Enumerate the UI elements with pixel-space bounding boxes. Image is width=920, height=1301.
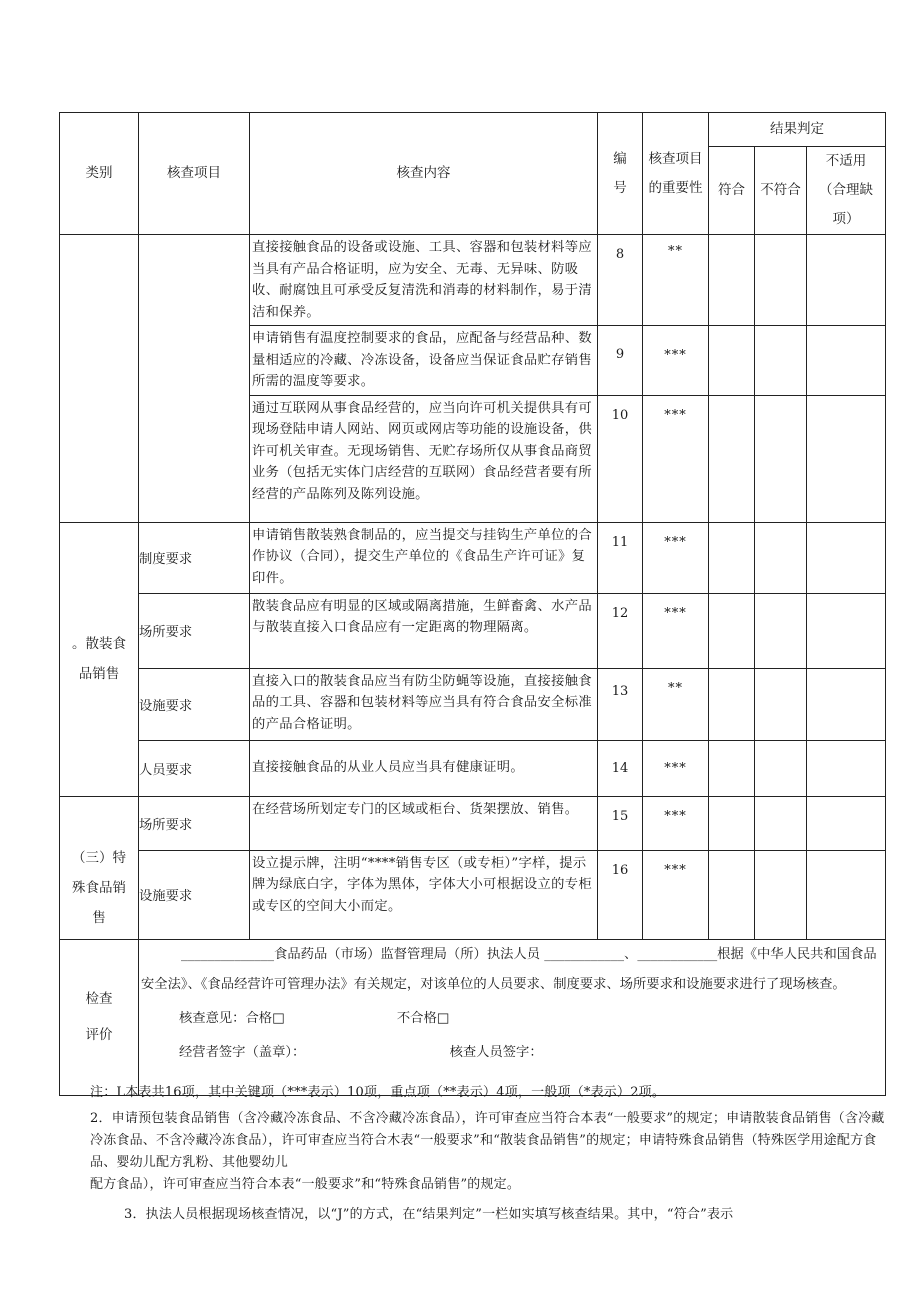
evaluation-body: ______________食品药品（市场）监督管理局（所）执法人员 ____________、____________根据《中华人民共和国食品安全法》、《食品经营许可管理办法》有关规定，对该单位的人员要求、制度要求、场所要求和设施要求进行了现场核查。 核查意见：合格□ 不合格□ 经营者签字（盖章）： 核查人员签字： [139, 939, 886, 1095]
number-13: 13 [598, 668, 643, 740]
item-premises: 场所要求 [139, 593, 250, 668]
result-conform[interactable] [709, 740, 755, 796]
note-2-cont: 配方食品），许可审查应当符合本表“一般要求”和“特殊食品销售”的规定。 [90, 1177, 521, 1192]
header-number: 编 号 [598, 113, 643, 235]
content-9: 申请销售有温度控制要求的食品，应配备与经营品种、数量相适应的冷藏、冷冻设备，设备应当保证食品贮存销售所需的温度等要求。 [250, 326, 598, 396]
result-na[interactable] [807, 740, 886, 796]
importance-9: *** [643, 326, 709, 396]
number-16: 16 [598, 850, 643, 939]
category-continued [60, 235, 139, 523]
result-not-conform[interactable] [755, 522, 807, 593]
opinion-label: 核查意见： [179, 1010, 246, 1026]
number-11: 11 [598, 522, 643, 593]
note-3: 3．执法人员根据现场核查情况，以“J”的方式，在“结果判定”一栏如实填写核查结果。其中，“符合”表示 [124, 1207, 734, 1222]
header-not-conform: 不符合 [755, 147, 807, 235]
evaluation-label: 检查 评价 [60, 939, 139, 1095]
result-na[interactable] [807, 593, 886, 668]
blank-officer-2[interactable]: ____________ [637, 946, 718, 962]
header-not-applicable: 不适用 （合理缺 项） [807, 147, 886, 235]
result-na[interactable] [807, 326, 886, 396]
content-8: 直接接触食品的设备或设施、工具、容器和包装材料等应当具有产品合格证明，应为安全、无毒、无异味、防吸收、耐腐蚀且可承受反复清洗和消毒的材料制作，易于清洁和保养。 [250, 235, 598, 326]
note-1: 注：L本表共16项，其中关键项（***表示）10项，重点项（**表示）4项，一般项（*表示）2项。 [90, 1085, 666, 1100]
content-13: 直接入口的散装食品应当有防尘防蝇等设施，直接接触食品的工具、容器和包装材料等应当具有符合食品安全标准的产品合格证明。 [250, 668, 598, 740]
category-special: （三）特 殊食品销 售 [60, 796, 139, 939]
importance-14: *** [643, 740, 709, 796]
content-11: 申请销售散装熟食制品的，应当提交与挂钩生产单位的合作协议（合同），提交生产单位的《食品生产许可证》复印件。 [250, 522, 598, 593]
result-na[interactable] [807, 395, 886, 522]
result-na[interactable] [807, 796, 886, 850]
header-conform: 符合 [709, 147, 755, 235]
result-conform[interactable] [709, 796, 755, 850]
importance-8: ** [643, 235, 709, 326]
result-conform[interactable] [709, 850, 755, 939]
header-content: 核查内容 [250, 113, 598, 235]
result-na[interactable] [807, 522, 886, 593]
result-not-conform[interactable] [755, 796, 807, 850]
number-9: 9 [598, 326, 643, 396]
result-not-conform[interactable] [755, 850, 807, 939]
notes [90, 1082, 885, 1226]
item-system: 制度要求 [139, 522, 250, 593]
result-na[interactable] [807, 668, 886, 740]
content-10: 通过互联网从事食品经营的，应当向许可机关提供具有可现场登陆申请人网站、网页或网店等功能的设施设备，供许可机关审查。无现场销售、无贮存场所仅从事食品商贸业务（包括无实体门店经营的互联网）食品经营者要有所经营的产品陈列及陈列设施。 [250, 395, 598, 522]
result-conform[interactable] [709, 593, 755, 668]
result-na[interactable] [807, 850, 886, 939]
item-facilities-special: 设施要求 [139, 850, 250, 939]
number-10: 10 [598, 395, 643, 522]
result-not-conform[interactable] [755, 740, 807, 796]
content-15: 在经营场所划定专门的区域或柜台、货架摆放、销售。 [250, 796, 598, 850]
content-16: 设立提示牌，注明“****销售专区（或专柜）”字样，提示牌为绿底白字，字体为黑体，字体大小可根据设立的专柜或专区的空间大小而定。 [250, 850, 598, 939]
item-personnel: 人员要求 [139, 740, 250, 796]
importance-16: *** [643, 850, 709, 939]
header-result: 结果判定 [709, 113, 886, 147]
operator-signature[interactable]: 经营者签字（盖章）： [179, 1044, 306, 1060]
result-na[interactable] [807, 235, 886, 326]
importance-10: *** [643, 395, 709, 522]
result-not-conform[interactable] [755, 235, 807, 326]
content-12: 散装食品应有明显的区域或隔离措施，生鲜畜禽、水产品与散装直接入口食品应有一定距离的物理隔离。 [250, 593, 598, 668]
importance-13: ** [643, 668, 709, 740]
result-not-conform[interactable] [755, 326, 807, 396]
item-facilities: 设施要求 [139, 668, 250, 740]
number-12: 12 [598, 593, 643, 668]
result-conform[interactable] [709, 395, 755, 522]
result-not-conform[interactable] [755, 395, 807, 522]
header-category: 类别 [60, 113, 139, 235]
number-15: 15 [598, 796, 643, 850]
pass-checkbox[interactable]: 合格□ [245, 1010, 285, 1026]
statement: 根据《中华人民共和国食品安全法》、《食品经营许可管理办法》有关规定，对该单位的人员要求、制度要求、场所要求和设施要求进行了现场核查。 [141, 946, 877, 992]
result-not-conform[interactable] [755, 593, 807, 668]
result-conform[interactable] [709, 235, 755, 326]
category-bulk: 。散装食 品销售 [60, 522, 139, 796]
agency-text: 食品药品（市场）监督管理局（所）执法人员 [274, 946, 541, 962]
note-2: 2．申请预包装食品销售（含冷藏冷冻食品、不含冷藏冷冻食品），许可审查应当符合本表“一般要求”的规定；申请散装食品销售（含冷藏冷冻食品、不含冷藏冷冻食品），许可审查应当符合木表“一般要求”和“散装食品销售”的规定；申请特殊食品销售（特殊医学用途配方食品、婴幼儿配方乳粉、其他婴幼儿 [90, 1111, 885, 1170]
result-conform[interactable] [709, 668, 755, 740]
header-item: 核查项目 [139, 113, 250, 235]
fail-checkbox[interactable]: 不合格□ [396, 1010, 450, 1026]
importance-11: *** [643, 522, 709, 593]
result-not-conform[interactable] [755, 668, 807, 740]
result-conform[interactable] [709, 522, 755, 593]
inspection-table [59, 112, 886, 1096]
item-premises-special: 场所要求 [139, 796, 250, 850]
inspector-signature[interactable]: 核查人员签字： [449, 1044, 543, 1060]
importance-12: *** [643, 593, 709, 668]
blank-agency[interactable]: ______________ [181, 946, 275, 962]
blank-officer-1[interactable]: ____________ [544, 946, 625, 962]
header-importance: 核查项目 的重要性 [643, 113, 709, 235]
content-14: 直接接触食品的从业人员应当具有健康证明。 [250, 740, 598, 796]
number-14: 14 [598, 740, 643, 796]
item-continued [139, 235, 250, 523]
number-8: 8 [598, 235, 643, 326]
result-conform[interactable] [709, 326, 755, 396]
importance-15: *** [643, 796, 709, 850]
